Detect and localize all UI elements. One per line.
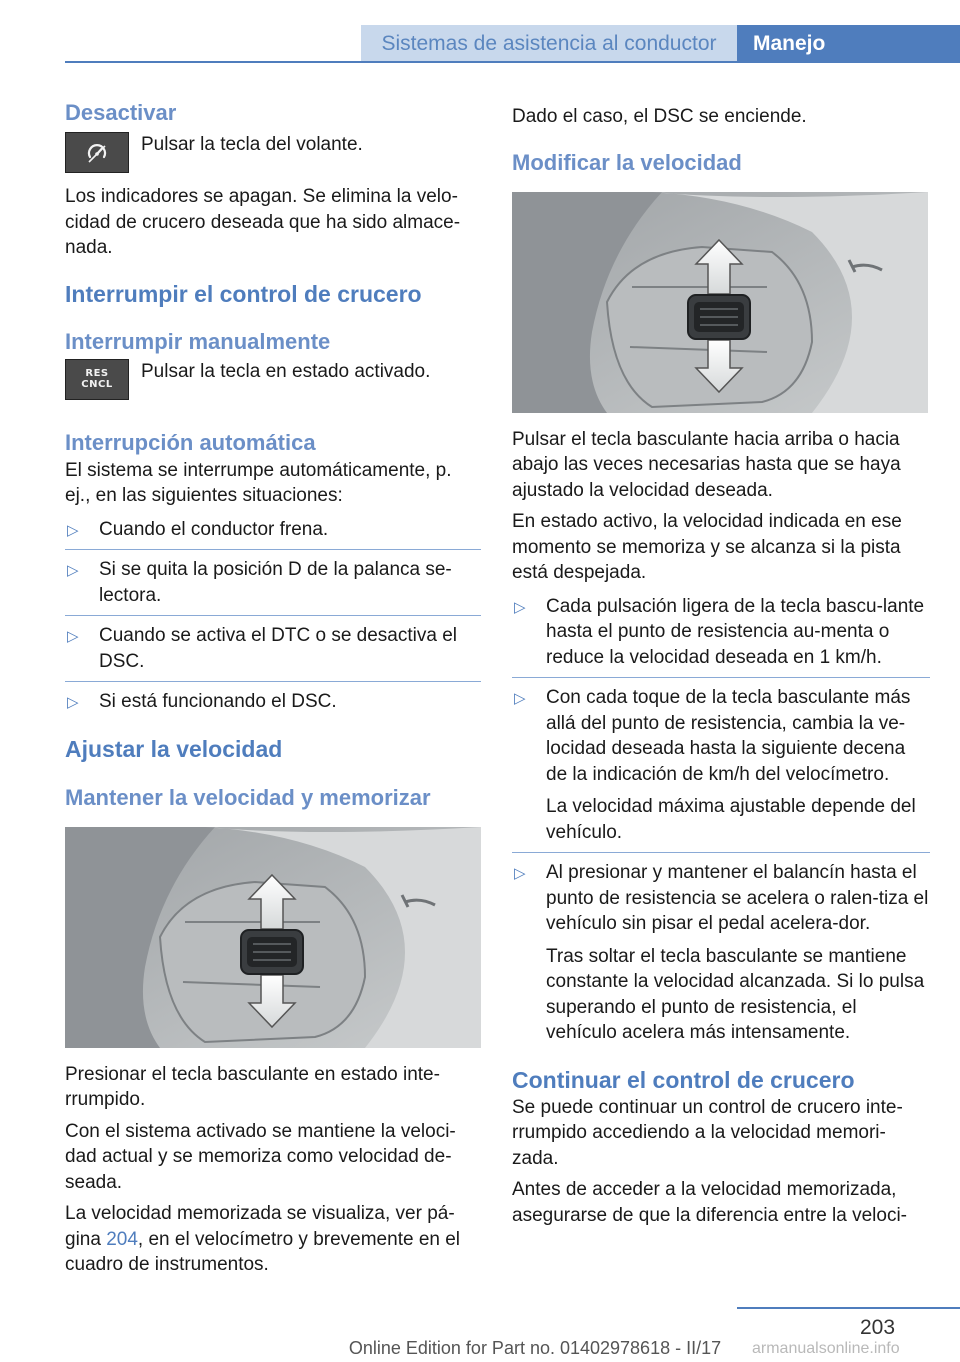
ajustar-heading: Ajustar la velocidad <box>65 735 283 762</box>
page-number-rule <box>737 1307 960 1309</box>
page-number: 203 <box>860 1316 896 1339</box>
manual-key-row <box>65 359 481 400</box>
mantener-heading: Mantener la velocidad y memorizar <box>65 784 431 810</box>
manual-key-text: Pulsar la tecla en estado activado. <box>141 360 431 382</box>
continuar-heading: Continuar el control de crucero <box>512 1066 855 1093</box>
res-label: RES <box>85 368 109 379</box>
page-link-204[interactable]: 204 <box>106 1228 138 1250</box>
desactivar-key-row <box>65 132 481 173</box>
steering-wheel-rocker-photo-2 <box>512 192 928 413</box>
steering-wheel-rocker-photo <box>65 827 481 1048</box>
mantener-p1: Presionar el tecla basculante en estado inte-rrumpido. <box>65 1063 440 1110</box>
modificar-list <box>512 594 930 1053</box>
list-item: ▷ Si se quita la posición D de la palanca se-lectora. <box>65 557 481 616</box>
mantener-p3: La velocidad memorizada se visualiza, ver pá-gina 204, en el velocímetro y brevemente en el cuadro de instrumentos. <box>65 1203 461 1275</box>
list-item: ▷ Al presionar y mantener el balancín hasta el punto de resistencia se acelera o ralen-tiza el vehículo sin pisar el pedal acelera-dor. Tras soltar el tecla basculante se mantiene constante la velocidad alcanzada. Si lo pulsa superando el punto de resistencia, el vehículo acelera más intensamente. <box>512 860 930 1053</box>
list-item-note: La velocidad máxima ajustable depende del vehículo. <box>546 796 916 843</box>
modificar-p2: En estado activo, la velocidad indicada en ese momento se memoriza y se alcanza si la pista está despejada. <box>512 511 902 583</box>
left-column <box>65 98 481 1284</box>
list-item: ▷ Cuando el conductor frena. <box>65 517 481 551</box>
desactivar-paragraph: Los indicadores se apagan. Se elimina la velo-cidad de crucero deseada que ha sido almace-nada. <box>65 186 461 258</box>
modificar-heading: Modificar la velocidad <box>512 149 742 175</box>
list-item: ▷ Si está funcionando el DSC. <box>65 689 481 722</box>
triangle-bullet-icon: ▷ <box>514 598 526 616</box>
dsc-enciende-text: Dado el caso, el DSC se enciende. <box>512 106 807 127</box>
list-item: ▷ Con cada toque de la tecla basculante más allá del punto de resistencia, cambia la ve-locidad deseada hasta la siguiente decena de la indicación de km/h del velocímetro. La velocidad máxima ajustable depende del vehículo. <box>512 685 930 853</box>
interrumpir-heading: Interrumpir el control de crucero <box>65 280 422 307</box>
res-cncl-key-icon <box>65 359 129 400</box>
cruise-control-icon <box>65 132 129 173</box>
continuar-p1: Se puede continuar un control de crucero inte-rrumpido accediendo a la velocidad memori-zada. <box>512 1096 903 1169</box>
manual-heading: Interrumpir manualmente <box>65 328 331 354</box>
header-section-title: Sistemas de asistencia al conductor <box>361 25 737 62</box>
right-column <box>512 98 930 1234</box>
desactivar-key-text: Pulsar la tecla del volante. <box>141 134 363 155</box>
auto-heading: Interrupción automática <box>65 429 316 455</box>
watermark-text: armanualsonline.info <box>752 1340 900 1357</box>
header-chapter-tab: Manejo <box>737 25 960 62</box>
triangle-bullet-icon: ▷ <box>67 628 79 645</box>
list-item-note: Tras soltar el tecla basculante se mantiene constante la velocidad alcanzada. Si lo pulsa superando el punto de resistencia, el vehículo acelera más intensamente. <box>546 945 925 1043</box>
auto-list <box>65 517 481 722</box>
triangle-bullet-icon: ▷ <box>67 521 79 539</box>
desactivar-heading: Desactivar <box>65 100 177 125</box>
triangle-bullet-icon: ▷ <box>67 562 79 579</box>
cncl-label: CNCL <box>81 379 113 390</box>
auto-intro: El sistema se interrumpe automáticamente, p. ej., en las siguientes situaciones: <box>65 459 452 506</box>
mantener-p2: Con el sistema activado se mantiene la veloci-dad actual y se memoriza como velocidad de-seada. <box>65 1120 456 1193</box>
list-item: ▷ Cuando se activa el DTC o se desactiva el DSC. <box>65 623 481 682</box>
triangle-bullet-icon: ▷ <box>514 690 526 707</box>
modificar-p1: Pulsar el tecla basculante hacia arriba o hacia abajo las veces necesarias hasta que se haya ajustado la velocidad deseada. <box>512 428 901 501</box>
continuar-p2: Antes de acceder a la velocidad memorizada, asegurarse de que la diferencia entre la veloci- <box>512 1179 908 1226</box>
triangle-bullet-icon: ▷ <box>67 694 79 711</box>
edition-footer: Online Edition for Part no. 01402978618 - II/17 <box>348 1338 722 1358</box>
triangle-bullet-icon: ▷ <box>514 865 526 882</box>
header-rule <box>65 61 960 63</box>
list-item: ▷ Cada pulsación ligera de la tecla bascu-lante hasta el punto de resistencia au-menta o reduce la velocidad deseada en 1 km/h. <box>512 594 930 679</box>
